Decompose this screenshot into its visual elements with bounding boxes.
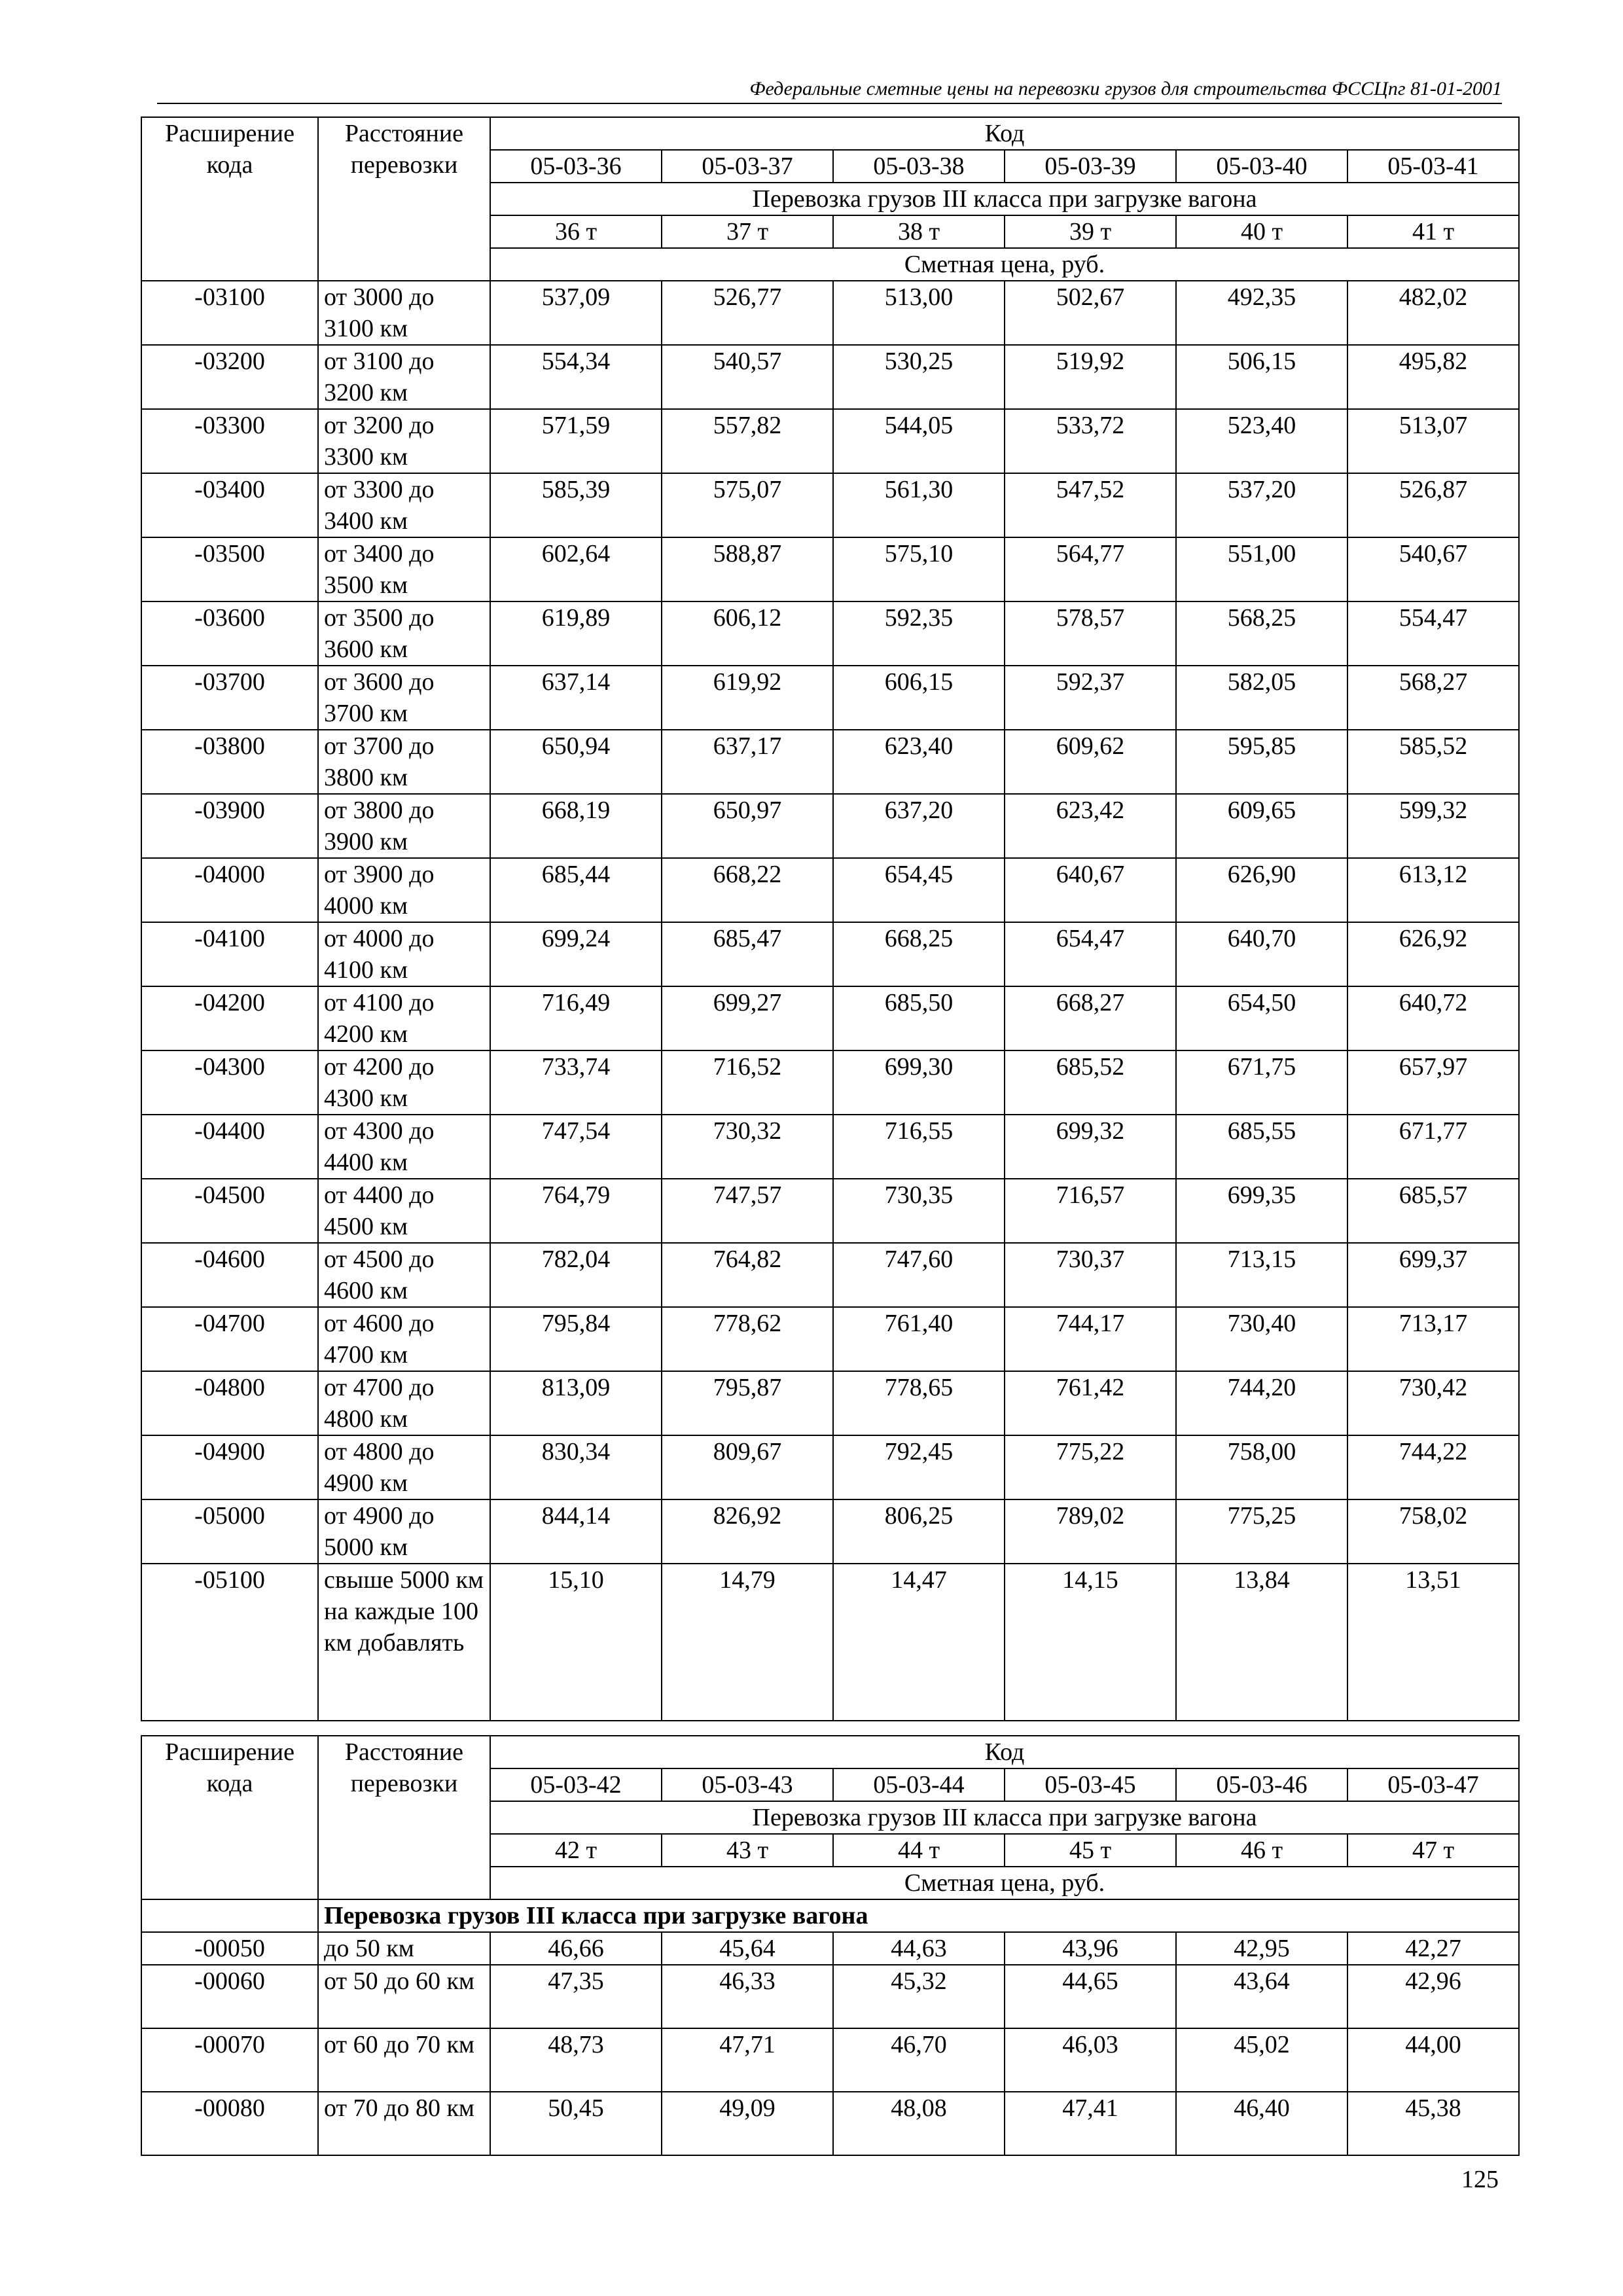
price-cell: 792,45 (833, 1435, 1005, 1499)
price-cell: 44,63 (833, 1932, 1005, 1965)
row-distance: от 4700 до 4800 км (318, 1371, 490, 1435)
price-cell: 654,50 (1176, 986, 1347, 1050)
price-cell: 571,59 (490, 409, 662, 473)
price-cell: 699,32 (1005, 1115, 1176, 1179)
price-cell: 45,38 (1347, 2092, 1519, 2155)
row-code-extension: -03900 (141, 794, 318, 858)
price-cell: 713,15 (1176, 1243, 1347, 1307)
table-row (141, 281, 1519, 345)
code-cell: 05-03-40 (1176, 150, 1347, 183)
row-distance: от 3200 до 3300 км (318, 409, 490, 473)
load-cell: 43 т (662, 1834, 833, 1867)
price-cell: 668,22 (662, 858, 833, 922)
row-code-extension: -05000 (141, 1499, 318, 1564)
row-code-extension: -03600 (141, 601, 318, 666)
code-header: Код (490, 117, 1519, 150)
price-cell: 716,55 (833, 1115, 1005, 1179)
load-cell: 47 т (1347, 1834, 1519, 1867)
row-code-extension: -05100 (141, 1564, 318, 1721)
price-cell: 830,34 (490, 1435, 662, 1499)
price-cell: 533,72 (1005, 409, 1176, 473)
price-cell: 609,62 (1005, 730, 1176, 794)
row-distance: от 3700 до 3800 км (318, 730, 490, 794)
table-row (141, 730, 1519, 794)
code-cell: 05-03-42 (490, 1768, 662, 1801)
price-cell: 564,77 (1005, 537, 1176, 601)
code-cell: 05-03-39 (1005, 150, 1176, 183)
price-cell: 685,47 (662, 922, 833, 986)
table-row (141, 537, 1519, 601)
price-cell: 568,25 (1176, 601, 1347, 666)
price-cell: 654,45 (833, 858, 1005, 922)
price-cell: 14,15 (1005, 1564, 1176, 1721)
load-cell: 44 т (833, 1834, 1005, 1867)
price-cell: 48,73 (490, 2028, 662, 2092)
row-code-extension: -00050 (141, 1932, 318, 1965)
table-row (141, 1932, 1519, 1965)
price-cell: 540,57 (662, 345, 833, 409)
price-cell: 637,17 (662, 730, 833, 794)
table-row (141, 473, 1519, 537)
price-cell: 744,22 (1347, 1435, 1519, 1499)
row-distance: от 3100 до 3200 км (318, 345, 490, 409)
price-cell: 685,44 (490, 858, 662, 922)
price-cell: 713,17 (1347, 1307, 1519, 1371)
price-cell: 46,40 (1176, 2092, 1347, 2155)
code-cell: 05-03-36 (490, 150, 662, 183)
price-cell: 650,94 (490, 730, 662, 794)
price-cell: 13,84 (1176, 1564, 1347, 1721)
code-cell: 05-03-43 (662, 1768, 833, 1801)
price-cell: 44,65 (1005, 1965, 1176, 2028)
section-ext-empty (141, 1899, 318, 1932)
row-distance: до 50 км (318, 1932, 490, 1965)
row-distance: от 70 до 80 км (318, 2092, 490, 2155)
row-distance: от 3800 до 3900 км (318, 794, 490, 858)
price-cell: 637,14 (490, 666, 662, 730)
row-code-extension: -04900 (141, 1435, 318, 1499)
row-code-extension: -04600 (141, 1243, 318, 1307)
row-code-extension: -03700 (141, 666, 318, 730)
price-cell: 557,82 (662, 409, 833, 473)
price-cell: 606,15 (833, 666, 1005, 730)
price-cell: 599,32 (1347, 794, 1519, 858)
price-cell: 14,79 (662, 1564, 833, 1721)
price-cell: 671,75 (1176, 1050, 1347, 1115)
price-cell: 585,52 (1347, 730, 1519, 794)
code-cell: 05-03-44 (833, 1768, 1005, 1801)
price-cell: 650,97 (662, 794, 833, 858)
price-cell: 730,40 (1176, 1307, 1347, 1371)
price-cell: 513,07 (1347, 409, 1519, 473)
price-cell: 716,52 (662, 1050, 833, 1115)
price-cell: 42,95 (1176, 1932, 1347, 1965)
row-code-extension: -03800 (141, 730, 318, 794)
row-code-extension: -04400 (141, 1115, 318, 1179)
price-cell: 613,12 (1347, 858, 1519, 922)
price-cell: 526,77 (662, 281, 833, 345)
table-row (141, 1499, 1519, 1564)
price-cell: 537,20 (1176, 473, 1347, 537)
table-row (141, 409, 1519, 473)
price-cell: 806,25 (833, 1499, 1005, 1564)
table-row (141, 1435, 1519, 1499)
price-cell: 637,20 (833, 794, 1005, 858)
price-cell: 582,05 (1176, 666, 1347, 730)
row-code-extension: -03300 (141, 409, 318, 473)
price-cell: 685,55 (1176, 1115, 1347, 1179)
row-distance: от 4600 до 4700 км (318, 1307, 490, 1371)
table-row (141, 986, 1519, 1050)
price-cell: 626,90 (1176, 858, 1347, 922)
price-cell: 761,42 (1005, 1371, 1176, 1435)
price-cell: 537,09 (490, 281, 662, 345)
running-head: Федеральные сметные цены на перевозки грузов для строительства ФССЦпг 81-01-2001 (749, 78, 1502, 99)
price-cell: 747,54 (490, 1115, 662, 1179)
price-cell: 699,24 (490, 922, 662, 986)
price-cell: 716,49 (490, 986, 662, 1050)
table-row (141, 2028, 1519, 2092)
price-cell: 495,82 (1347, 345, 1519, 409)
price-cell: 44,00 (1347, 2028, 1519, 2092)
price-cell: 519,92 (1005, 345, 1176, 409)
price-cell: 568,27 (1347, 666, 1519, 730)
price-cell: 671,77 (1347, 1115, 1519, 1179)
page-number: 125 (1461, 2166, 1499, 2193)
price-cell: 47,71 (662, 2028, 833, 2092)
price-cell: 685,50 (833, 986, 1005, 1050)
price-cell: 747,60 (833, 1243, 1005, 1307)
price-cell: 588,87 (662, 537, 833, 601)
load-cell: 40 т (1176, 215, 1347, 248)
price-cell: 640,70 (1176, 922, 1347, 986)
price-cell: 699,30 (833, 1050, 1005, 1115)
row-code-extension: -00060 (141, 1965, 318, 2028)
cargo-header: Перевозка грузов III класса при загрузке вагона (490, 1801, 1519, 1834)
row-distance: от 4500 до 4600 км (318, 1243, 490, 1307)
load-cell: 37 т (662, 215, 833, 248)
row-code-extension: -03100 (141, 281, 318, 345)
code-cell: 05-03-38 (833, 150, 1005, 183)
price-cell: 775,25 (1176, 1499, 1347, 1564)
price-cell: 782,04 (490, 1243, 662, 1307)
price-cell: 699,37 (1347, 1243, 1519, 1307)
price-cell: 50,45 (490, 2092, 662, 2155)
price-cell: 813,09 (490, 1371, 662, 1435)
price-cell: 730,37 (1005, 1243, 1176, 1307)
price-cell: 544,05 (833, 409, 1005, 473)
load-cell: 36 т (490, 215, 662, 248)
row-distance: от 3500 до 3600 км (318, 601, 490, 666)
price-cell: 685,57 (1347, 1179, 1519, 1243)
price-cell: 48,08 (833, 2092, 1005, 2155)
row-distance: от 4400 до 4500 км (318, 1179, 490, 1243)
price-cell: 609,65 (1176, 794, 1347, 858)
table-row (141, 794, 1519, 858)
price-cell: 758,02 (1347, 1499, 1519, 1564)
price-cell: 46,66 (490, 1932, 662, 1965)
cargo-header: Перевозка грузов III класса при загрузке вагона (490, 183, 1519, 215)
row-code-extension: -03500 (141, 537, 318, 601)
table-row (141, 1115, 1519, 1179)
price-cell: 540,67 (1347, 537, 1519, 601)
price-cell: 15,10 (490, 1564, 662, 1721)
table-row (141, 2092, 1519, 2155)
row-distance: от 3300 до 3400 км (318, 473, 490, 537)
row-code-extension: -04700 (141, 1307, 318, 1371)
price-cell: 42,96 (1347, 1965, 1519, 2028)
row-distance: от 3900 до 4000 км (318, 858, 490, 922)
price-cell: 826,92 (662, 1499, 833, 1564)
ext-column-header: Расширение кода (141, 1736, 318, 1899)
load-cell: 42 т (490, 1834, 662, 1867)
row-distance: от 4200 до 4300 км (318, 1050, 490, 1115)
code-cell: 05-03-46 (1176, 1768, 1347, 1801)
load-cell: 45 т (1005, 1834, 1176, 1867)
price-header: Сметная цена, руб. (490, 1867, 1519, 1899)
table-row (141, 666, 1519, 730)
price-cell: 43,64 (1176, 1965, 1347, 2028)
code-cell: 05-03-41 (1347, 150, 1519, 183)
price-cell: 744,20 (1176, 1371, 1347, 1435)
table-row (141, 1050, 1519, 1115)
price-cell: 764,79 (490, 1179, 662, 1243)
row-code-extension: -03200 (141, 345, 318, 409)
price-cell: 640,67 (1005, 858, 1176, 922)
price-cell: 523,40 (1176, 409, 1347, 473)
row-distance: от 4800 до 4900 км (318, 1435, 490, 1499)
price-cell: 778,62 (662, 1307, 833, 1371)
row-distance: свыше 5000 км на каждые 100 км добавлять (318, 1564, 490, 1721)
table-2-body (141, 1736, 1519, 2155)
table-row (141, 601, 1519, 666)
price-cell: 45,32 (833, 1965, 1005, 2028)
row-distance: от 3600 до 3700 км (318, 666, 490, 730)
code-cell: 05-03-47 (1347, 1768, 1519, 1801)
section-title: Перевозка грузов III класса при загрузке вагона (318, 1899, 1519, 1932)
price-cell: 506,15 (1176, 345, 1347, 409)
price-cell: 49,09 (662, 2092, 833, 2155)
price-cell: 547,52 (1005, 473, 1176, 537)
price-cell: 758,00 (1176, 1435, 1347, 1499)
row-distance: от 4900 до 5000 км (318, 1499, 490, 1564)
ext-column-header: Расширение кода (141, 117, 318, 281)
row-distance: от 60 до 70 км (318, 2028, 490, 2092)
load-cell: 39 т (1005, 215, 1176, 248)
price-table-2 (141, 1735, 1520, 2156)
price-cell: 730,42 (1347, 1371, 1519, 1435)
price-cell: 502,67 (1005, 281, 1176, 345)
code-cell: 05-03-45 (1005, 1768, 1176, 1801)
row-distance: от 4100 до 4200 км (318, 986, 490, 1050)
price-cell: 43,96 (1005, 1932, 1176, 1965)
price-cell: 554,34 (490, 345, 662, 409)
price-cell: 795,84 (490, 1307, 662, 1371)
row-code-extension: -04300 (141, 1050, 318, 1115)
price-cell: 668,19 (490, 794, 662, 858)
price-cell: 482,02 (1347, 281, 1519, 345)
price-cell: 585,39 (490, 473, 662, 537)
price-cell: 46,70 (833, 2028, 1005, 2092)
price-cell: 778,65 (833, 1371, 1005, 1435)
price-cell: 654,47 (1005, 922, 1176, 986)
price-cell: 575,07 (662, 473, 833, 537)
price-cell: 592,37 (1005, 666, 1176, 730)
row-distance: от 3400 до 3500 км (318, 537, 490, 601)
price-cell: 795,87 (662, 1371, 833, 1435)
code-header: Код (490, 1736, 1519, 1768)
price-cell: 730,32 (662, 1115, 833, 1179)
price-cell: 775,22 (1005, 1435, 1176, 1499)
price-header: Сметная цена, руб. (490, 248, 1519, 281)
price-cell: 513,00 (833, 281, 1005, 345)
price-cell: 733,74 (490, 1050, 662, 1115)
price-cell: 685,52 (1005, 1050, 1176, 1115)
distance-column-header: Расстояние перевозки (318, 1736, 490, 1899)
table-row (141, 1371, 1519, 1435)
price-cell: 730,35 (833, 1179, 1005, 1243)
price-cell: 844,14 (490, 1499, 662, 1564)
price-cell: 578,57 (1005, 601, 1176, 666)
price-cell: 526,87 (1347, 473, 1519, 537)
price-cell: 561,30 (833, 473, 1005, 537)
table-row (141, 1307, 1519, 1371)
distance-column-header: Расстояние перевозки (318, 117, 490, 281)
price-cell: 623,40 (833, 730, 1005, 794)
price-cell: 626,92 (1347, 922, 1519, 986)
price-cell: 809,67 (662, 1435, 833, 1499)
price-cell: 42,27 (1347, 1932, 1519, 1965)
header-rule (157, 103, 1502, 104)
table-row (141, 1965, 1519, 2028)
price-cell: 492,35 (1176, 281, 1347, 345)
price-cell: 619,92 (662, 666, 833, 730)
row-distance: от 50 до 60 км (318, 1965, 490, 2028)
price-cell: 764,82 (662, 1243, 833, 1307)
price-cell: 789,02 (1005, 1499, 1176, 1564)
price-cell: 554,47 (1347, 601, 1519, 666)
price-cell: 47,35 (490, 1965, 662, 2028)
price-cell: 47,41 (1005, 2092, 1176, 2155)
price-cell: 595,85 (1176, 730, 1347, 794)
price-cell: 606,12 (662, 601, 833, 666)
row-distance: от 4300 до 4400 км (318, 1115, 490, 1179)
price-cell: 602,64 (490, 537, 662, 601)
price-cell: 716,57 (1005, 1179, 1176, 1243)
table-row (141, 1179, 1519, 1243)
price-cell: 699,35 (1176, 1179, 1347, 1243)
load-cell: 38 т (833, 215, 1005, 248)
table-row (141, 922, 1519, 986)
row-code-extension: -00080 (141, 2092, 318, 2155)
table-row (141, 345, 1519, 409)
price-cell: 45,02 (1176, 2028, 1347, 2092)
price-cell: 744,17 (1005, 1307, 1176, 1371)
price-cell: 761,40 (833, 1307, 1005, 1371)
table-row (141, 1243, 1519, 1307)
price-cell: 530,25 (833, 345, 1005, 409)
row-distance: от 3000 до 3100 км (318, 281, 490, 345)
load-cell: 46 т (1176, 1834, 1347, 1867)
price-cell: 14,47 (833, 1564, 1005, 1721)
price-cell: 623,42 (1005, 794, 1176, 858)
row-distance: от 4000 до 4100 км (318, 922, 490, 986)
price-cell: 640,72 (1347, 986, 1519, 1050)
row-code-extension: -04100 (141, 922, 318, 986)
price-cell: 13,51 (1347, 1564, 1519, 1721)
price-table-1 (141, 117, 1520, 1721)
price-cell: 575,10 (833, 537, 1005, 601)
price-cell: 551,00 (1176, 537, 1347, 601)
row-code-extension: -04200 (141, 986, 318, 1050)
price-cell: 46,03 (1005, 2028, 1176, 2092)
price-cell: 668,27 (1005, 986, 1176, 1050)
price-cell: 657,97 (1347, 1050, 1519, 1115)
price-cell: 747,57 (662, 1179, 833, 1243)
price-cell: 45,64 (662, 1932, 833, 1965)
load-cell: 41 т (1347, 215, 1519, 248)
price-cell: 46,33 (662, 1965, 833, 2028)
price-cell: 699,27 (662, 986, 833, 1050)
row-code-extension: -04500 (141, 1179, 318, 1243)
row-code-extension: -03400 (141, 473, 318, 537)
table-row (141, 1564, 1519, 1721)
row-code-extension: -04800 (141, 1371, 318, 1435)
table-row (141, 858, 1519, 922)
price-cell: 619,89 (490, 601, 662, 666)
price-cell: 668,25 (833, 922, 1005, 986)
row-code-extension: -00070 (141, 2028, 318, 2092)
price-cell: 592,35 (833, 601, 1005, 666)
table-1-body (141, 117, 1519, 1721)
code-cell: 05-03-37 (662, 150, 833, 183)
row-code-extension: -04000 (141, 858, 318, 922)
